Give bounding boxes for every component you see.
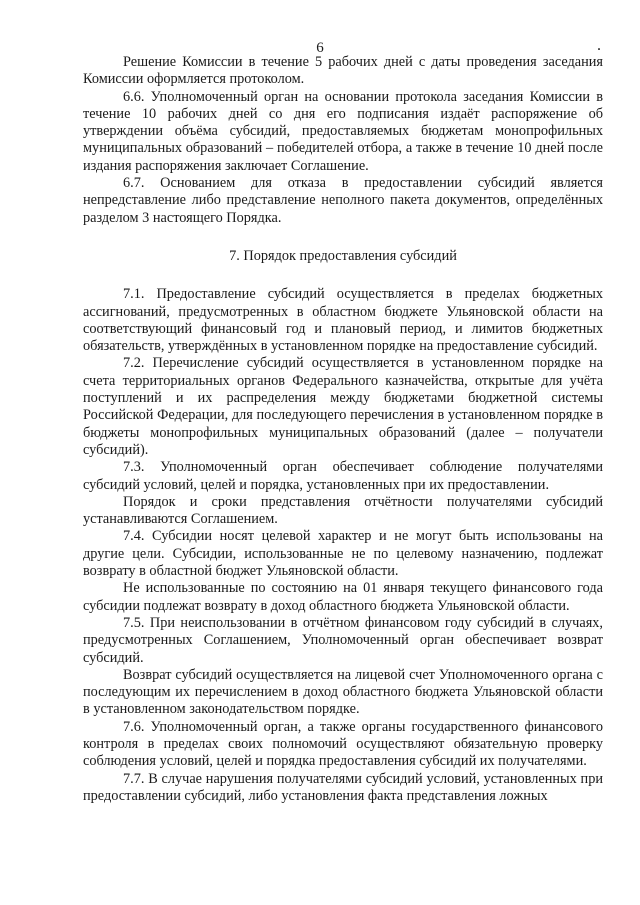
paragraph-return-procedure: Возврат субсидий осуществляется на лицевой счет Уполномоченного органа с последующим их перечислением в доход областного бюджета Ульяновской области в установленном законодательством порядке.: [83, 666, 603, 718]
paragraph-7-5: 7.5. При неиспользовании в отчётном финансовом году субсидий в случаях, предусмотренных Соглашением, Уполномоченный орган обеспечивает возврат субсидий.: [83, 614, 603, 666]
paragraph-7-6: 7.6. Уполномоченный орган, а также органы государственного финансового контроля в пределах своих полномочий осуществляют обязательную проверку соблюдения условий, целей и порядка предоставления субсидий их получателями.: [83, 718, 603, 770]
section-title: 7. Порядок предоставления субсидий: [229, 247, 457, 264]
paragraph-7-1: 7.1. Предоставление субсидий осуществляется в пределах бюджетных ассигнований, предусмотренных в областном бюджете Ульяновской области на соответствующий финансовый год и плановый период, и лимитов бюджетных обязательств, утверждённых в установленном порядке на предоставление субсидий.: [83, 286, 603, 355]
paragraph-commission-decision: Решение Комиссии в течение 5 рабочих дней с даты проведения заседания Комиссии оформляется протоколом.: [83, 54, 603, 88]
paragraph-7-7: 7.7. В случае нарушения получателями субсидий условий, установленных при предоставлении субсидий, либо установления факта представления ложных: [83, 770, 603, 804]
paragraph-reporting: Порядок и сроки представления отчётности получателями субсидий устанавливаются Соглашением.: [83, 493, 603, 528]
corner-mark: .: [597, 37, 601, 54]
paragraph-7-2: 7.2. Перечисление субсидий осуществляется в установленном порядке на счета территориальных органов Федерального казначейства, открытые для учёта поступлений и их распределения между бюджетами бюджетной системы Российской Федерации, для последующего перечисления в установленном порядке в бюджеты монопрофильных муниципальных образований (далее – получатели субсидий).: [83, 355, 603, 458]
paragraph-7-3: 7.3. Уполномоченный орган обеспечивает соблюдение получателями субсидий условий, целей и порядка, установленных при их предоставлении.: [83, 459, 603, 493]
paragraph-unused-return: Не использованные по состоянию на 01 января текущего финансового года субсидии подлежат возврату в доход областного бюджета Ульяновской области.: [83, 580, 603, 614]
page-number: 6: [316, 40, 324, 56]
document-body: [83, 54, 603, 805]
paragraph-7-4: 7.4. Субсидии носят целевой характер и не могут быть использованы на другие цели. Субсидии, использованные не по целевому назначению, подлежат возврату в областной бюджет Ульяновской области.: [83, 528, 603, 580]
paragraph-6-7: 6.7. Основанием для отказа в предоставлении субсидий является непредставление либо представление неполного пакета документов, определённых разделом 3 настоящего Порядка.: [83, 175, 603, 226]
paragraph-6-6: 6.6. Уполномоченный орган на основании протокола заседания Комиссии в течение 10 рабочих дней со дня его подписания издаёт распоряжение об утверждении объёма субсидий, предоставляемых бюджетам монопрофильных муниципальных образований – победителей отбора, а также в течение 10 дней после издания распоряжения заключает Соглашение.: [83, 88, 603, 174]
